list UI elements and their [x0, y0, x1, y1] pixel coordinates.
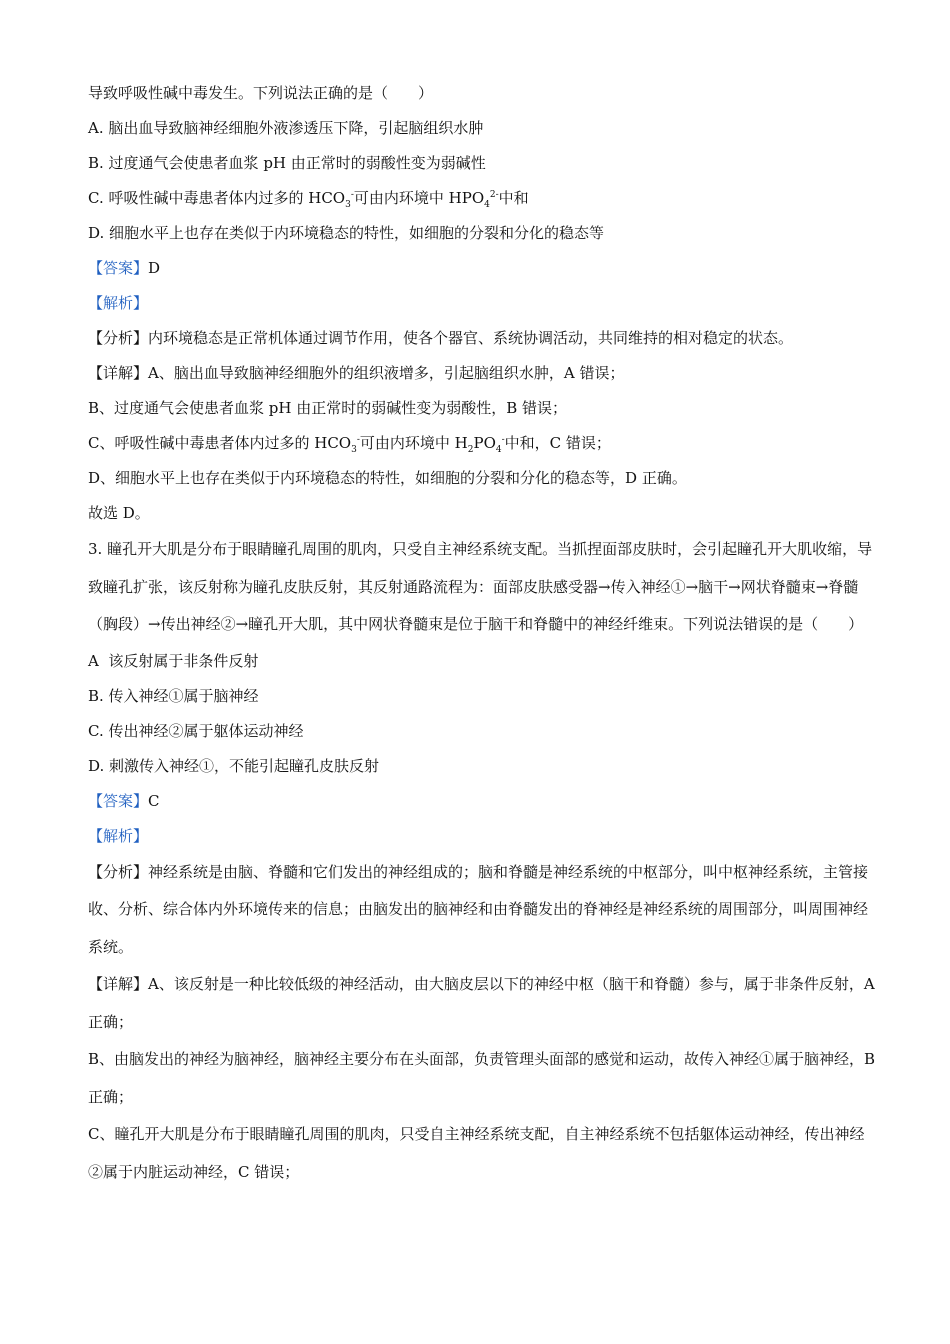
q2-analysis-tag: 【解析】 — [88, 294, 149, 312]
q3-stem: 3. 瞳孔开大肌是分布于眼睛瞳孔周围的肌肉，只受自主神经系统支配。当抓捏面部皮肤时，会引起瞳孔开大肌收缩，导致瞳孔扩张，该反射称为瞳孔皮肤反射，其反射通路流程为：面部皮肤感受器→传入神经①→脑干→网状脊髓束→脊髓（胸段）→传出神经②→瞳孔开大肌，其中网状脊髓束是位于脑干和脊髓中的神经纤维束。下列说法错误的是（ ） — [88, 540, 873, 633]
q3-detail-c: C、瞳孔开大肌是分布于眼睛瞳孔周围的肌肉，只受自主神经系统支配，自主神经系统不包括躯体运动神经，传出神经②属于内脏运动神经，C 错误； — [88, 1125, 865, 1181]
q2-conclusion: 故选 D。 — [88, 504, 150, 522]
q3-detail-b: B、由脑发出的神经为脑神经，脑神经主要分布在头面部，负责管理头面部的感觉和运动，故传入神经①属于脑神经，B 正确； — [88, 1050, 876, 1106]
q3-answer: 【答案】C — [88, 791, 160, 810]
q2-fenxi: 【分析】内环境稳态是正常机体通过调节作用，使各个器官、系统协调活动，共同维持的相对稳定的状态。 — [88, 329, 794, 347]
q3-option-b: B. 传入神经①属于脑神经 — [88, 686, 259, 705]
q3-option-a: A 该反射属于非条件反射 — [88, 651, 259, 670]
document-page — [88, 76, 878, 1191]
answer-tag: 【答案】 — [88, 791, 149, 810]
q2-stem-tail: 导致呼吸性碱中毒发生。下列说法正确的是（ ） — [88, 84, 434, 102]
q2-option-b: B. 过度通气会使患者血浆 pH 由正常时的弱酸性变为弱碱性 — [88, 154, 486, 172]
q2-detail-d: D、细胞水平上也存在类似于内环境稳态的特性，如细胞的分裂和分化的稳态等，D 正确。 — [88, 469, 687, 487]
q3-fenxi: 【分析】神经系统是由脑、脊髓和它们发出的神经组成的；脑和脊髓是神经系统的中枢部分，叫中枢神经系统，主管接收、分析、综合体内外环境传来的信息；由脑发出的脑神经和由脊髓发出的脊神经是神经系统的周围部分，叫周围神经系统。 — [88, 862, 869, 956]
q2-detail-b: B、过度通气会使患者血浆 pH 由正常时的弱碱性变为弱酸性，B 错误； — [88, 399, 568, 417]
q2-option-a: A. 脑出血导致脑神经细胞外液渗透压下降，引起脑组织水肿 — [88, 119, 484, 137]
q2-detail-a: 【详解】A、脑出血导致脑神经细胞外的组织液增多，引起脑组织水肿，A 错误； — [88, 364, 625, 382]
q2-option-c: C. 呼吸性碱中毒患者体内过多的 $HCO_3^-$可由内环境中 $HPO_4^{2-}$中和 — [88, 189, 529, 210]
q3-analysis-tag: 【解析】 — [88, 826, 149, 845]
answer-tag: 【答案】 — [88, 259, 149, 277]
q3-option-c: C. 传出神经②属于躯体运动神经 — [88, 721, 304, 740]
q2-answer: 【答案】D — [88, 259, 161, 277]
q2-option-d: D. 细胞水平上也存在类似于内环境稳态的特性，如细胞的分裂和分化的稳态等 — [88, 224, 605, 242]
q3-detail-a: 【详解】A、该反射是一种比较低级的神经活动，由大脑皮层以下的神经中枢（脑干和脊髓）参与，属于非条件反射，A 正确； — [88, 975, 875, 1031]
q2-detail-c: C、呼吸性碱中毒患者体内过多的 $HCO_3^-$可由内环境中 $H_2PO_4^-$中和，C 错误； — [88, 434, 611, 455]
q3-option-d: D. 刺激传入神经①，不能引起瞳孔皮肤反射 — [88, 756, 380, 775]
